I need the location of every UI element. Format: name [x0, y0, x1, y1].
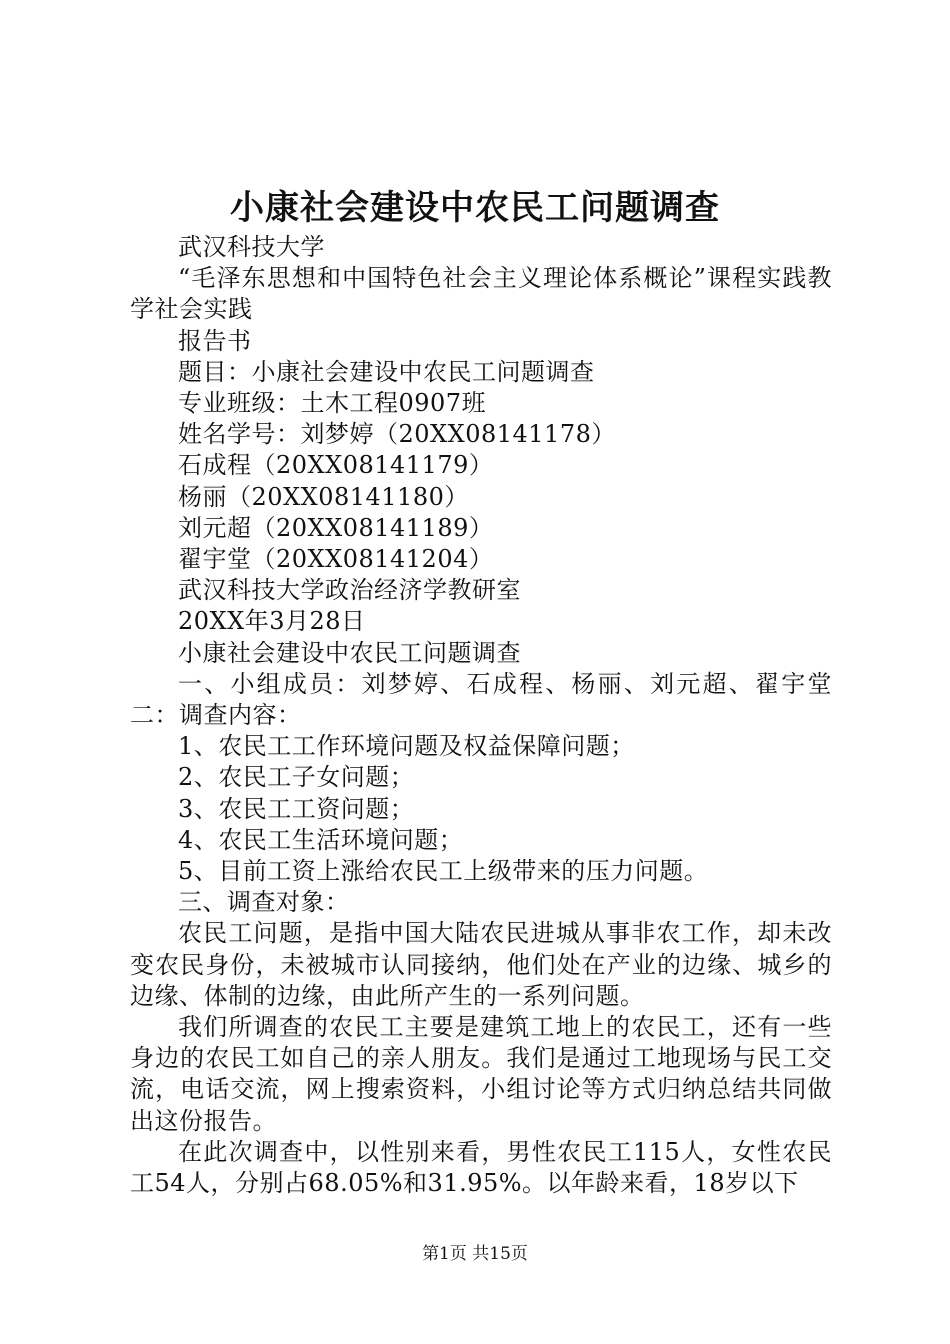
paragraph: 一、小组成员：刘梦婷、石成程、杨丽、刘元超、翟宇堂二：调查内容：: [130, 669, 832, 730]
document-title: 小康社会建设中农民工问题调查: [230, 188, 720, 228]
paragraph: 20XX年3月28日: [178, 607, 366, 636]
paragraph: 2、农民工子女问题；: [178, 763, 415, 792]
paragraph: 农民工问题，是指中国大陆农民进城从事非农工作，却未改变农民身份，未被城市认同接纳，他们处在产业的边缘、城乡的边缘、体制的边缘，由此所产生的一系列问题。: [130, 919, 832, 1010]
paragraph: 三、调查对象：: [178, 888, 350, 917]
paragraph: 石成程（20XX08141179）: [178, 451, 494, 480]
paragraph: 刘元超（20XX08141189）: [178, 513, 494, 542]
paragraph: 3、农民工工资问题；: [178, 794, 415, 823]
paragraph: 小康社会建设中农民工问题调查: [178, 638, 521, 667]
paragraph: 在此次调查中，以性别来看，男性农民工115人，女性农民工54人，分别占68.05%和31.95%。以年龄来看，18岁以下: [130, 1137, 832, 1198]
paragraph: 题目：小康社会建设中农民工问题调查: [178, 357, 595, 386]
paragraph: 专业班级：土木工程0907班: [178, 389, 487, 418]
paragraph: 报告书: [178, 326, 252, 355]
paragraph: 5、目前工资上涨给农民工上级带来的压力问题。: [178, 857, 709, 886]
paragraph: 翟宇堂（20XX08141204）: [178, 545, 494, 574]
paragraph: “毛泽东思想和中国特色社会主义理论体系概论”课程实践教学社会实践: [130, 264, 832, 324]
paragraph: 1、农民工工作环境问题及权益保障问题；: [178, 732, 635, 761]
paragraph: 武汉科技大学: [178, 233, 325, 261]
paragraph: 杨丽（20XX08141180）: [178, 482, 469, 511]
paragraph: 姓名学号：刘梦婷（20XX08141178）: [178, 420, 616, 449]
document-body: [130, 232, 832, 1199]
paragraph: 4、农民工生活环境问题；: [178, 825, 464, 854]
page-footer: 第1页 共15页: [422, 1244, 528, 1264]
paragraph: 我们所调查的农民工主要是建筑工地上的农民工，还有一些身边的农民工如自己的亲人朋友。我们是通过工地现场与民工交流，电话交流，网上搜索资料，小组讨论等方式归纳总结共同做出这份报告。: [130, 1013, 832, 1135]
paragraph: 武汉科技大学政治经济学教研室: [178, 576, 521, 605]
